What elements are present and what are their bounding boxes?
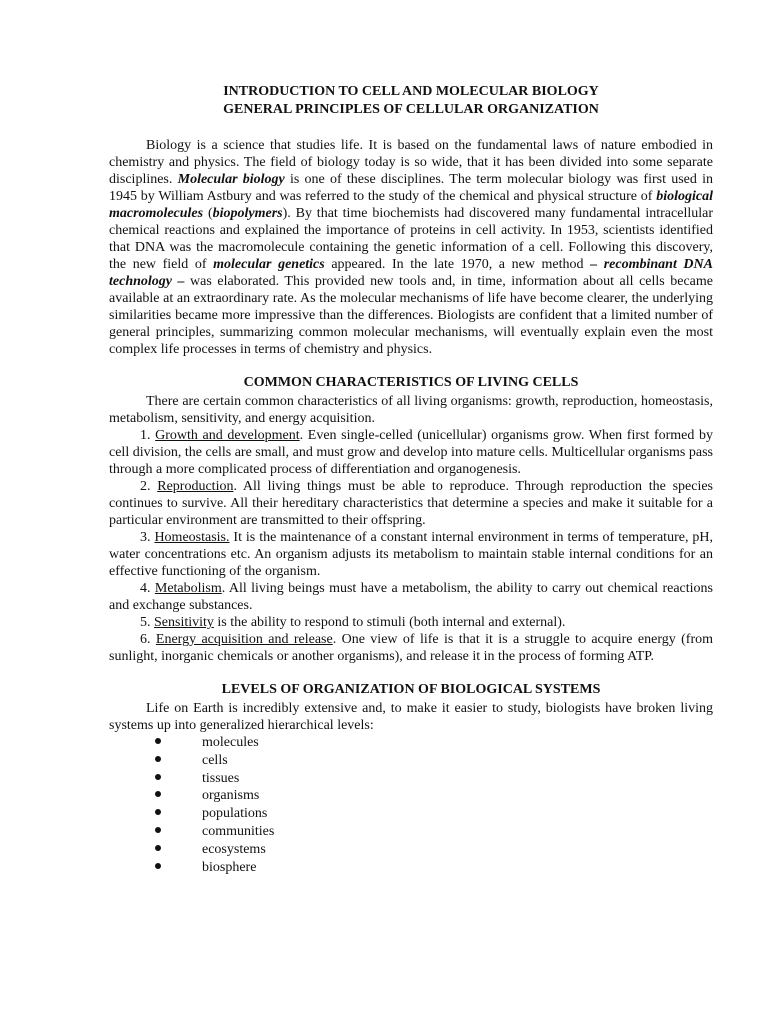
intro-text: was elaborated. This provided new tools and, in time, information about all cells became available at an extraordinary rate. As the molecular mechanisms of life have become clearer, the underlying similarities became more impressive than the differences. Biologists are confident that a limited number of general principles, summarizing common molecular mechanisms, will eventually explain even the most complex life processes in terms of chemistry and physics. xyxy=(109,274,713,357)
characteristic-item xyxy=(109,478,713,529)
bullet-icon xyxy=(155,845,161,851)
list-item-label: molecules xyxy=(202,735,259,750)
term-molecular-biology: Molecular biology xyxy=(177,172,285,187)
bullet-icon xyxy=(155,791,161,797)
item-number: 5. xyxy=(140,615,154,630)
bullet-icon xyxy=(155,827,161,833)
item-text: . All living beings must have a metabolism, the ability to carry out chemical reactions and exchange substances. xyxy=(109,581,713,613)
item-text: It is the maintenance of a constant internal environment in terms of temperature, pH, water concentrations etc. An organism adjusts its metabolism to maintain stable internal conditions for an effective functioning of the organism. xyxy=(109,530,713,579)
list-item-label: communities xyxy=(202,823,275,839)
intro-text: ). By that time biochemists had discovered many fundamental intracellular chemical reactions and explained the importance of proteins in cell activity. In 1953, scientists identified that DNA was the macromolecule containing the genetic information of a cell. Following this discovery, the new field of xyxy=(109,206,713,272)
item-term: Reproduction xyxy=(157,479,234,494)
item-term: Growth and development xyxy=(155,428,300,443)
term-biopolymers: biopolymers xyxy=(212,206,283,221)
item-term: Metabolism xyxy=(154,581,222,596)
term-recombinant-dna: – recombinant DNA technology – xyxy=(109,257,713,289)
list-item-label: tissues xyxy=(202,770,240,786)
item-text: is the ability to respond to stimuli (both internal and external). xyxy=(213,615,566,630)
characteristic-item xyxy=(109,529,713,580)
list-item xyxy=(109,770,713,788)
bullet-icon xyxy=(155,756,161,762)
list-item-label: organisms xyxy=(202,788,260,804)
list-item-label: cells xyxy=(202,752,228,768)
item-term: Sensitivity xyxy=(154,615,214,630)
bullet-icon xyxy=(155,774,161,780)
item-term: Homeostasis. xyxy=(154,530,230,545)
characteristics-lead: There are certain common characteristics of all living organisms: growth, reproduction, homeostasis, metabolism, sensitivity, and energy acquisition. xyxy=(109,394,713,426)
item-text: . One view of life is that it is a struggle to acquire energy (from sunlight, inorganic chemicals or another organisms), and release it in the process of forming ATP. xyxy=(109,632,713,664)
levels-list xyxy=(109,734,713,876)
title-line-2: GENERAL PRINCIPLES OF CELLULAR ORGANIZATION xyxy=(223,102,599,117)
bullet-icon xyxy=(155,738,161,744)
item-text: . Even single-celled (unicellular) organisms grow. When first formed by cell division, the cells are small, and must grow and develop into mature cells. Multicellular organisms pass through a more complicated process of differentiation and organogenesis. xyxy=(109,428,714,477)
list-item-label: ecosystems xyxy=(202,841,266,857)
section-heading-levels: LEVELS OF ORGANIZATION OF BIOLOGICAL SYSTEMS xyxy=(221,682,601,697)
characteristic-item xyxy=(109,427,713,478)
item-number: 1. xyxy=(140,428,156,443)
document-title xyxy=(109,83,713,119)
intro-text: Biology is a science that studies life. It is based on the fundamental laws of nature embodied in chemistry and physics. The field of biology today is so wide, that it has been divided into some separate disciplines. xyxy=(109,138,713,187)
characteristic-item xyxy=(109,614,713,631)
item-number: 4. xyxy=(140,581,155,596)
intro-text: appeared. In the late 1970, a new method xyxy=(324,257,591,272)
intro-paragraph xyxy=(109,137,713,358)
characteristic-item xyxy=(109,580,713,614)
list-item xyxy=(109,823,713,841)
bullet-icon xyxy=(155,863,161,869)
list-item xyxy=(109,805,713,823)
intro-text: ( xyxy=(203,206,213,221)
intro-text: is one of these disciplines. The term molecular biology was first used in 1945 by William Astbury and was referred to the study of the chemical and physical structure of xyxy=(109,172,713,204)
list-item xyxy=(109,752,713,770)
title-line-1: INTRODUCTION TO CELL AND MOLECULAR BIOLOGY xyxy=(223,84,599,99)
item-term: Energy acquisition and release xyxy=(155,632,333,647)
list-item-label: biosphere xyxy=(202,859,257,875)
item-text: . All living things must be able to reproduce. Through reproduction the species continues to survive. All their hereditary characteristics that determine a species and make it suitable for a particular environment are transmitted to their offspring. xyxy=(109,479,714,528)
characteristic-item xyxy=(109,631,713,665)
term-biological-macromolecules: biological macromolecules xyxy=(109,189,713,221)
item-number: 3. xyxy=(140,530,155,545)
item-number: 2. xyxy=(140,479,158,494)
term-molecular-genetics: molecular genetics xyxy=(213,257,325,272)
list-item xyxy=(109,859,713,877)
section-heading-characteristics: COMMON CHARACTERISTICS OF LIVING CELLS xyxy=(243,375,579,390)
list-item-label: populations xyxy=(202,806,268,822)
list-item xyxy=(109,734,713,752)
list-item xyxy=(109,841,713,859)
list-item xyxy=(109,787,713,805)
item-number: 6. xyxy=(140,632,156,647)
levels-lead: Life on Earth is incredibly extensive and, to make it easier to study, biologists have broken living systems up into generalized hierarchical levels: xyxy=(109,701,713,733)
bullet-icon xyxy=(155,809,161,815)
